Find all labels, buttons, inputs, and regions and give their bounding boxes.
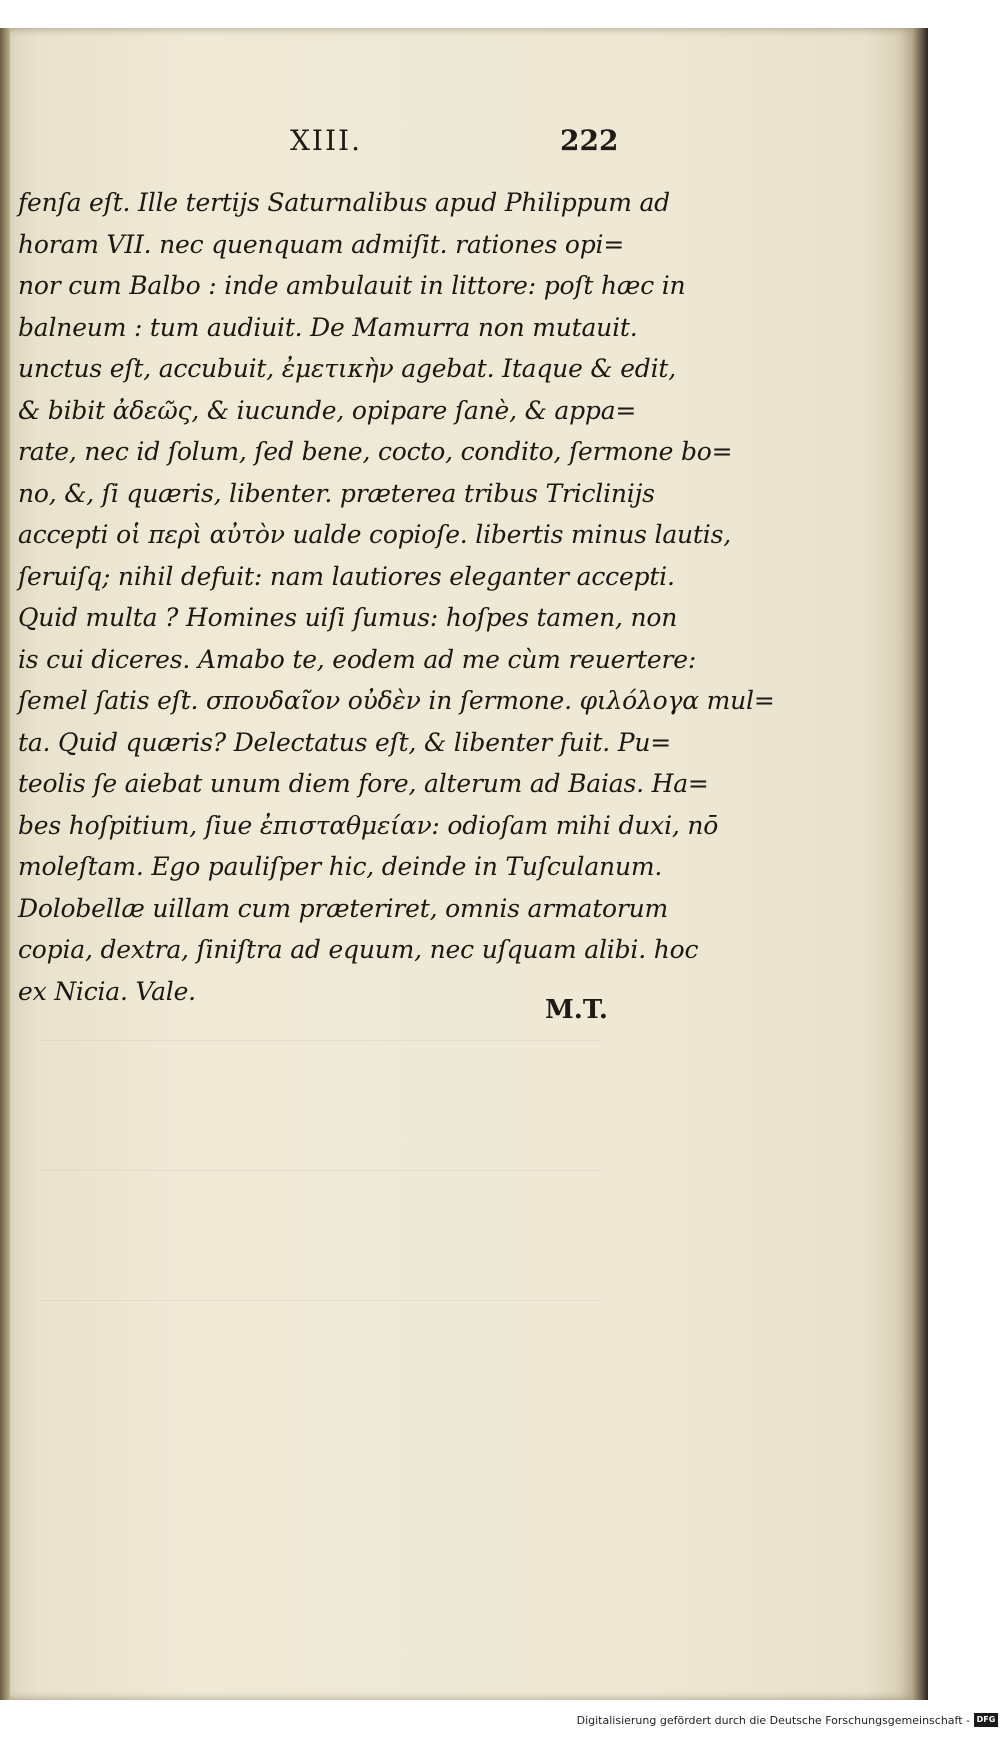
page-number: 222 — [560, 124, 619, 157]
footer-credit: Digitalisierung gefördert durch die Deutsche Forschungsgemeinschaft - — [576, 1714, 970, 1727]
text-line: balneum : tum audiuit. De Mamurra non mutauit. — [18, 312, 638, 342]
text-line: is cui diceres. Amabo te, eodem ad me cùm reuertere: — [18, 644, 697, 674]
show-through — [40, 1170, 600, 1171]
text-line: ex Nicia. Vale. — [18, 976, 196, 1006]
page-edge — [912, 28, 928, 1700]
gutter-shadow — [0, 28, 10, 1700]
show-through — [40, 1300, 600, 1301]
show-through — [40, 1040, 600, 1041]
signature: M.T. — [545, 995, 608, 1025]
page-header — [0, 124, 912, 164]
text-line: rate, nec id ſolum, ſed bene, coctо, condito, ſermone bo= — [18, 437, 733, 466]
text-line: Dolobellæ uillam cum præteriret, omnis armatorum — [18, 893, 669, 923]
text-line: nor cum Balbo : inde ambulauit in littore: poſt hæc in — [18, 271, 686, 300]
text-line: ſemel ſatis eſt. σπουδαῖον οὐδὲν in ſermone. φιλόλογα mul= — [18, 686, 775, 715]
dfg-logo: DFG — [974, 1713, 998, 1727]
digitization-footer — [0, 1712, 1000, 1738]
text-line: horam VII. nec quenquam admiſit. rationes opi= — [18, 229, 625, 259]
text-line: unctus eſt, accubuit, ἐμετικὴν agebat. Itaque & edit, — [18, 354, 677, 383]
text-line: accepti οἱ περὶ αὐτὸν ualde copioſe. libertis minus lautis, — [18, 520, 731, 549]
text-line: Quid multa ? Homines uiſi ſumus: hoſpes tamen, non — [18, 603, 678, 632]
text-line: no, &, ſi quæris, libenter. præterea tribus Triclinijs — [18, 478, 655, 508]
text-line: bes hoſpitium, ſiue ἐπισταθμείαν: odioſam mihi duxi, nō — [18, 810, 719, 840]
running-head: XIII. — [290, 124, 363, 157]
text-line: moleſtam. Ego pauliſper hic, deinde in Tuſculanum. — [18, 852, 663, 881]
text-line: & bibit ἀδεῶς, & iucunde, opipare ſanè, & appa= — [18, 395, 637, 425]
letter-text — [18, 182, 775, 1012]
text-line: fenſa eſt. Ille tertijs Saturnalibus apud Philippum ad — [18, 188, 670, 217]
text-line: copia, dextra, ſiniſtra ad equum, nec uſquam alibi. hoc — [18, 935, 699, 964]
text-line: ſeruiſq; nihil defuit: nam lautiores eleganter accepti. — [18, 561, 675, 591]
text-line: ta. Quid quæris? Delectatus eſt, & libenter fuit. Pu= — [18, 727, 671, 757]
text-line: teolis ſe aiebat unum diem fore, alterum ad Baias. Ha= — [18, 769, 709, 798]
